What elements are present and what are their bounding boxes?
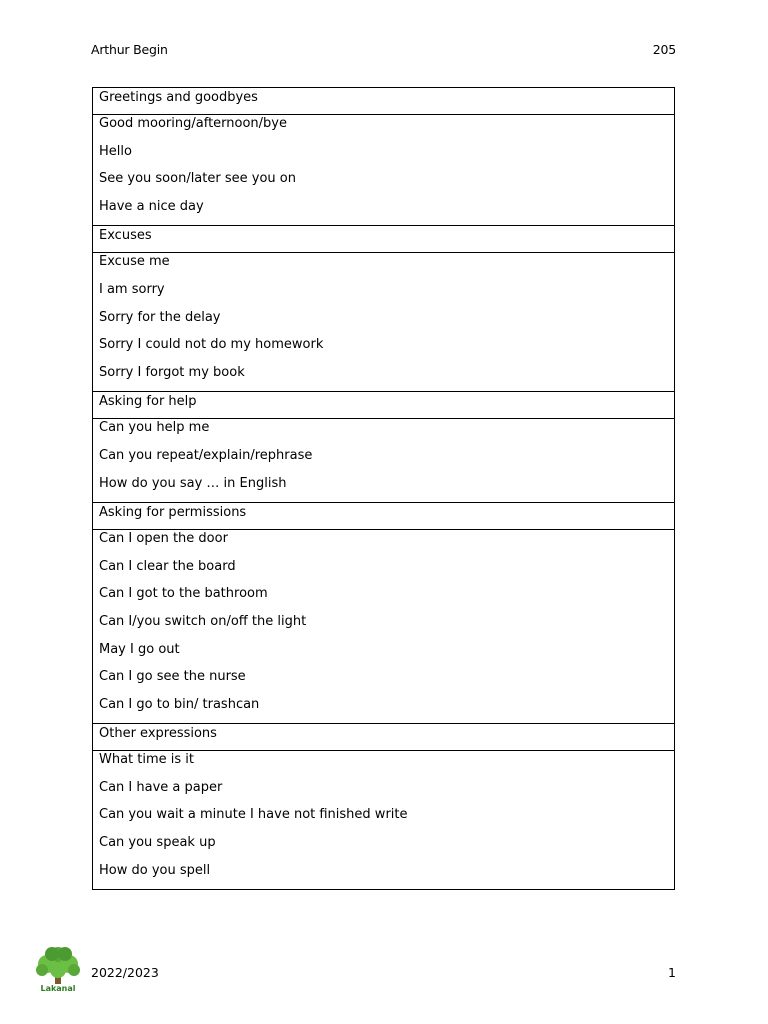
tree-logo-icon (30, 942, 86, 998)
section-title: Asking for help (93, 392, 674, 419)
phrase-item: Can you speak up (99, 835, 216, 851)
phrase-item: May I go out (99, 641, 180, 657)
phrase-item: Can I/you switch on/off the light (99, 613, 307, 629)
section-title: Other expressions (93, 724, 674, 751)
section-title: Excuses (93, 226, 674, 253)
phrase-item: Can you help me (99, 420, 210, 436)
phrase-item: How do you say … in English (99, 475, 287, 491)
phrase-item: Good mooring/afternoon/bye (99, 116, 287, 131)
section-body (93, 751, 674, 889)
phrase-item: Can I go to bin/ trashcan (99, 696, 260, 712)
author-name: Arthur Begin (91, 42, 168, 57)
logo-text: Lakanal (40, 984, 76, 993)
phrase-item: Can I have a paper (99, 779, 223, 795)
section-body (93, 530, 674, 724)
page-number: 1 (668, 965, 676, 980)
phrase-item: Can you wait a minute I have not finished write (99, 807, 408, 823)
phrase-item: See you soon/later see you on (99, 171, 296, 187)
phrase-item: Can you repeat/explain/rephrase (99, 447, 313, 463)
section-title: Asking for permissions (93, 503, 674, 530)
phrase-item: Can I open the door (99, 531, 228, 547)
phrase-item: Excuse me (99, 254, 170, 270)
phrases-table (92, 87, 675, 890)
phrase-item: Can I go see the nurse (99, 669, 246, 685)
phrase-item: I am sorry (99, 281, 165, 297)
section-title: Greetings and goodbyes (93, 88, 674, 115)
page-ref: 205 (652, 42, 676, 57)
phrase-item: How do you spell (99, 862, 211, 878)
page-footer (91, 965, 676, 980)
phrase-item: Sorry I could not do my homework (99, 337, 324, 353)
phrase-item: Have a nice day (99, 198, 204, 214)
phrase-item: Sorry for the delay (99, 309, 221, 325)
section-body (93, 115, 674, 226)
school-year: 2022/2023 (91, 965, 159, 980)
section-body (93, 419, 674, 503)
phrase-item: Sorry I forgot my book (99, 364, 245, 380)
phrase-item: Can I clear the board (99, 558, 236, 574)
section-body (93, 253, 674, 392)
phrase-item: What time is it (99, 752, 195, 768)
page-header (91, 42, 676, 57)
phrase-item: Hello (99, 143, 132, 159)
phrase-item: Can I got to the bathroom (99, 586, 268, 602)
